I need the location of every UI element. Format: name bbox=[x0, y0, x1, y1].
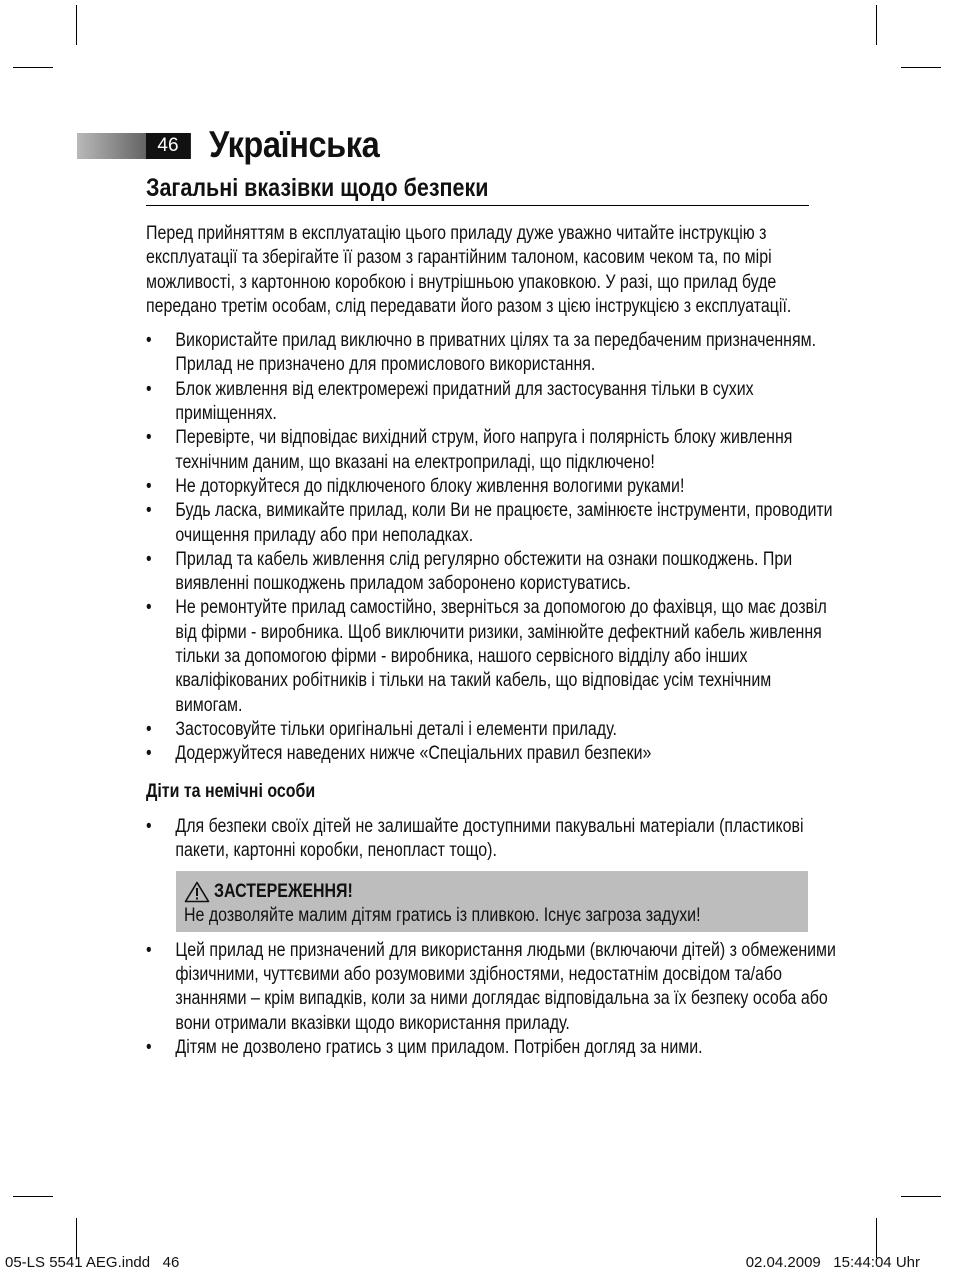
language-title: Українська bbox=[209, 124, 380, 165]
crop-mark bbox=[76, 5, 77, 45]
list-item: • Будь ласка, вимикайте прилад, коли Ви не працюєте, замінюєте інструменти, проводити очищення приладу або при неполадках. bbox=[146, 499, 838, 548]
warning-header bbox=[184, 880, 800, 904]
crop-mark bbox=[13, 1196, 53, 1197]
crop-mark bbox=[901, 67, 941, 68]
crop-mark bbox=[876, 1218, 877, 1258]
page-number: 46 bbox=[146, 133, 190, 159]
list-item: • Цей прилад не призначений для використання людьми (включаючи дітей) з обмеженими фізичними, чуттєвими або розумовими здібностями, недостатнім досвідом та/або знаннями – крім випадків, коли за ними доглядає відповідальна за їх безпеку особа або вони отримали вказівки щодо використання приладу. bbox=[146, 939, 838, 1036]
footer-timestamp: 02.04.2009 15:44:04 Uhr bbox=[745, 1254, 920, 1271]
list-item: • Не доторкуйтеся до підключеного блоку живлення вологими руками! bbox=[146, 475, 838, 499]
crop-mark bbox=[76, 1218, 77, 1258]
list-item: • Застосовуйте тільки оригінальні деталі і елементи приладу. bbox=[146, 718, 838, 742]
list-item: • Використайте прилад виключно в приватних цілях та за передбаченим призначенням. Прилад не призначено для промислового використання. bbox=[146, 329, 838, 378]
children-list bbox=[146, 815, 809, 864]
warning-text: Не дозволяйте малим дітям гратись із пливкою. Існує загроза задухи! bbox=[184, 905, 701, 927]
content bbox=[146, 222, 836, 1060]
list-item: • Блок живлення від електромережі придатний для застосування тільки в сухих приміщеннях. bbox=[146, 378, 838, 427]
children-heading: Діти та немічні особи bbox=[146, 780, 316, 802]
footer-file-info: 05-LS 5541 AEG.indd 46 bbox=[5, 1254, 180, 1271]
warning-title: ЗАСТЕРЕЖЕННЯ! bbox=[214, 881, 353, 903]
list-item: • Додержуйтеся наведених нижче «Спеціальних правил безпеки» bbox=[146, 742, 838, 766]
safety-list bbox=[146, 329, 833, 766]
list-item: • Для безпеки своїх дітей не залишайте доступними пакувальні матеріали (пластикові пакети, картонні коробки, пенопласт тощо). bbox=[146, 815, 838, 864]
capacity-list bbox=[146, 939, 836, 1060]
list-item: • Не ремонтуйте прилад самостійно, зверніться за допомогою до фахівця, що має дозвіл від фірми - виробника. Щоб виключити ризики, замінюйте дефектний кабель живлення тільки за допомогою фірми - виробника, нашого сервісного відділу або інших кваліфікованих робітників і тільки на такий кабель, що відповідає усім технічним вимогам. bbox=[146, 596, 838, 717]
intro-paragraph: Перед прийняттям в експлуатацію цього приладу дуже уважно читайте інструкцію з експлуатації та зберігайте її разом з гарантійним талоном, касовим чеком та, по мірі можливості, з картонною коробкою і внутрішньою упаковкою. У разі, що прилад буде передано третім особам, слід передавати його разом з цією інструкцією з експлуатації. bbox=[146, 223, 792, 317]
crop-mark bbox=[13, 67, 53, 68]
section-title: Загальні вказівки щодо безпеки bbox=[146, 174, 489, 202]
list-item: • Дітям не дозволено гратись з цим приладом. Потрібен догляд за ними. bbox=[146, 1036, 838, 1060]
list-item: • Перевірте, чи відповідає вихідний струм, його напруга і полярність блоку живлення технічним даним, що вказані на електроприладі, що підключено! bbox=[146, 426, 838, 475]
crop-mark bbox=[876, 5, 877, 45]
section-divider bbox=[146, 205, 809, 206]
crop-mark bbox=[901, 1196, 941, 1197]
list-item: • Прилад та кабель живлення слід регулярно обстежити на ознаки пошкоджень. При виявленні пошкоджень приладом заборонено користуватись. bbox=[146, 548, 838, 597]
warning-triangle-icon bbox=[184, 881, 210, 903]
warning-box bbox=[176, 871, 808, 931]
